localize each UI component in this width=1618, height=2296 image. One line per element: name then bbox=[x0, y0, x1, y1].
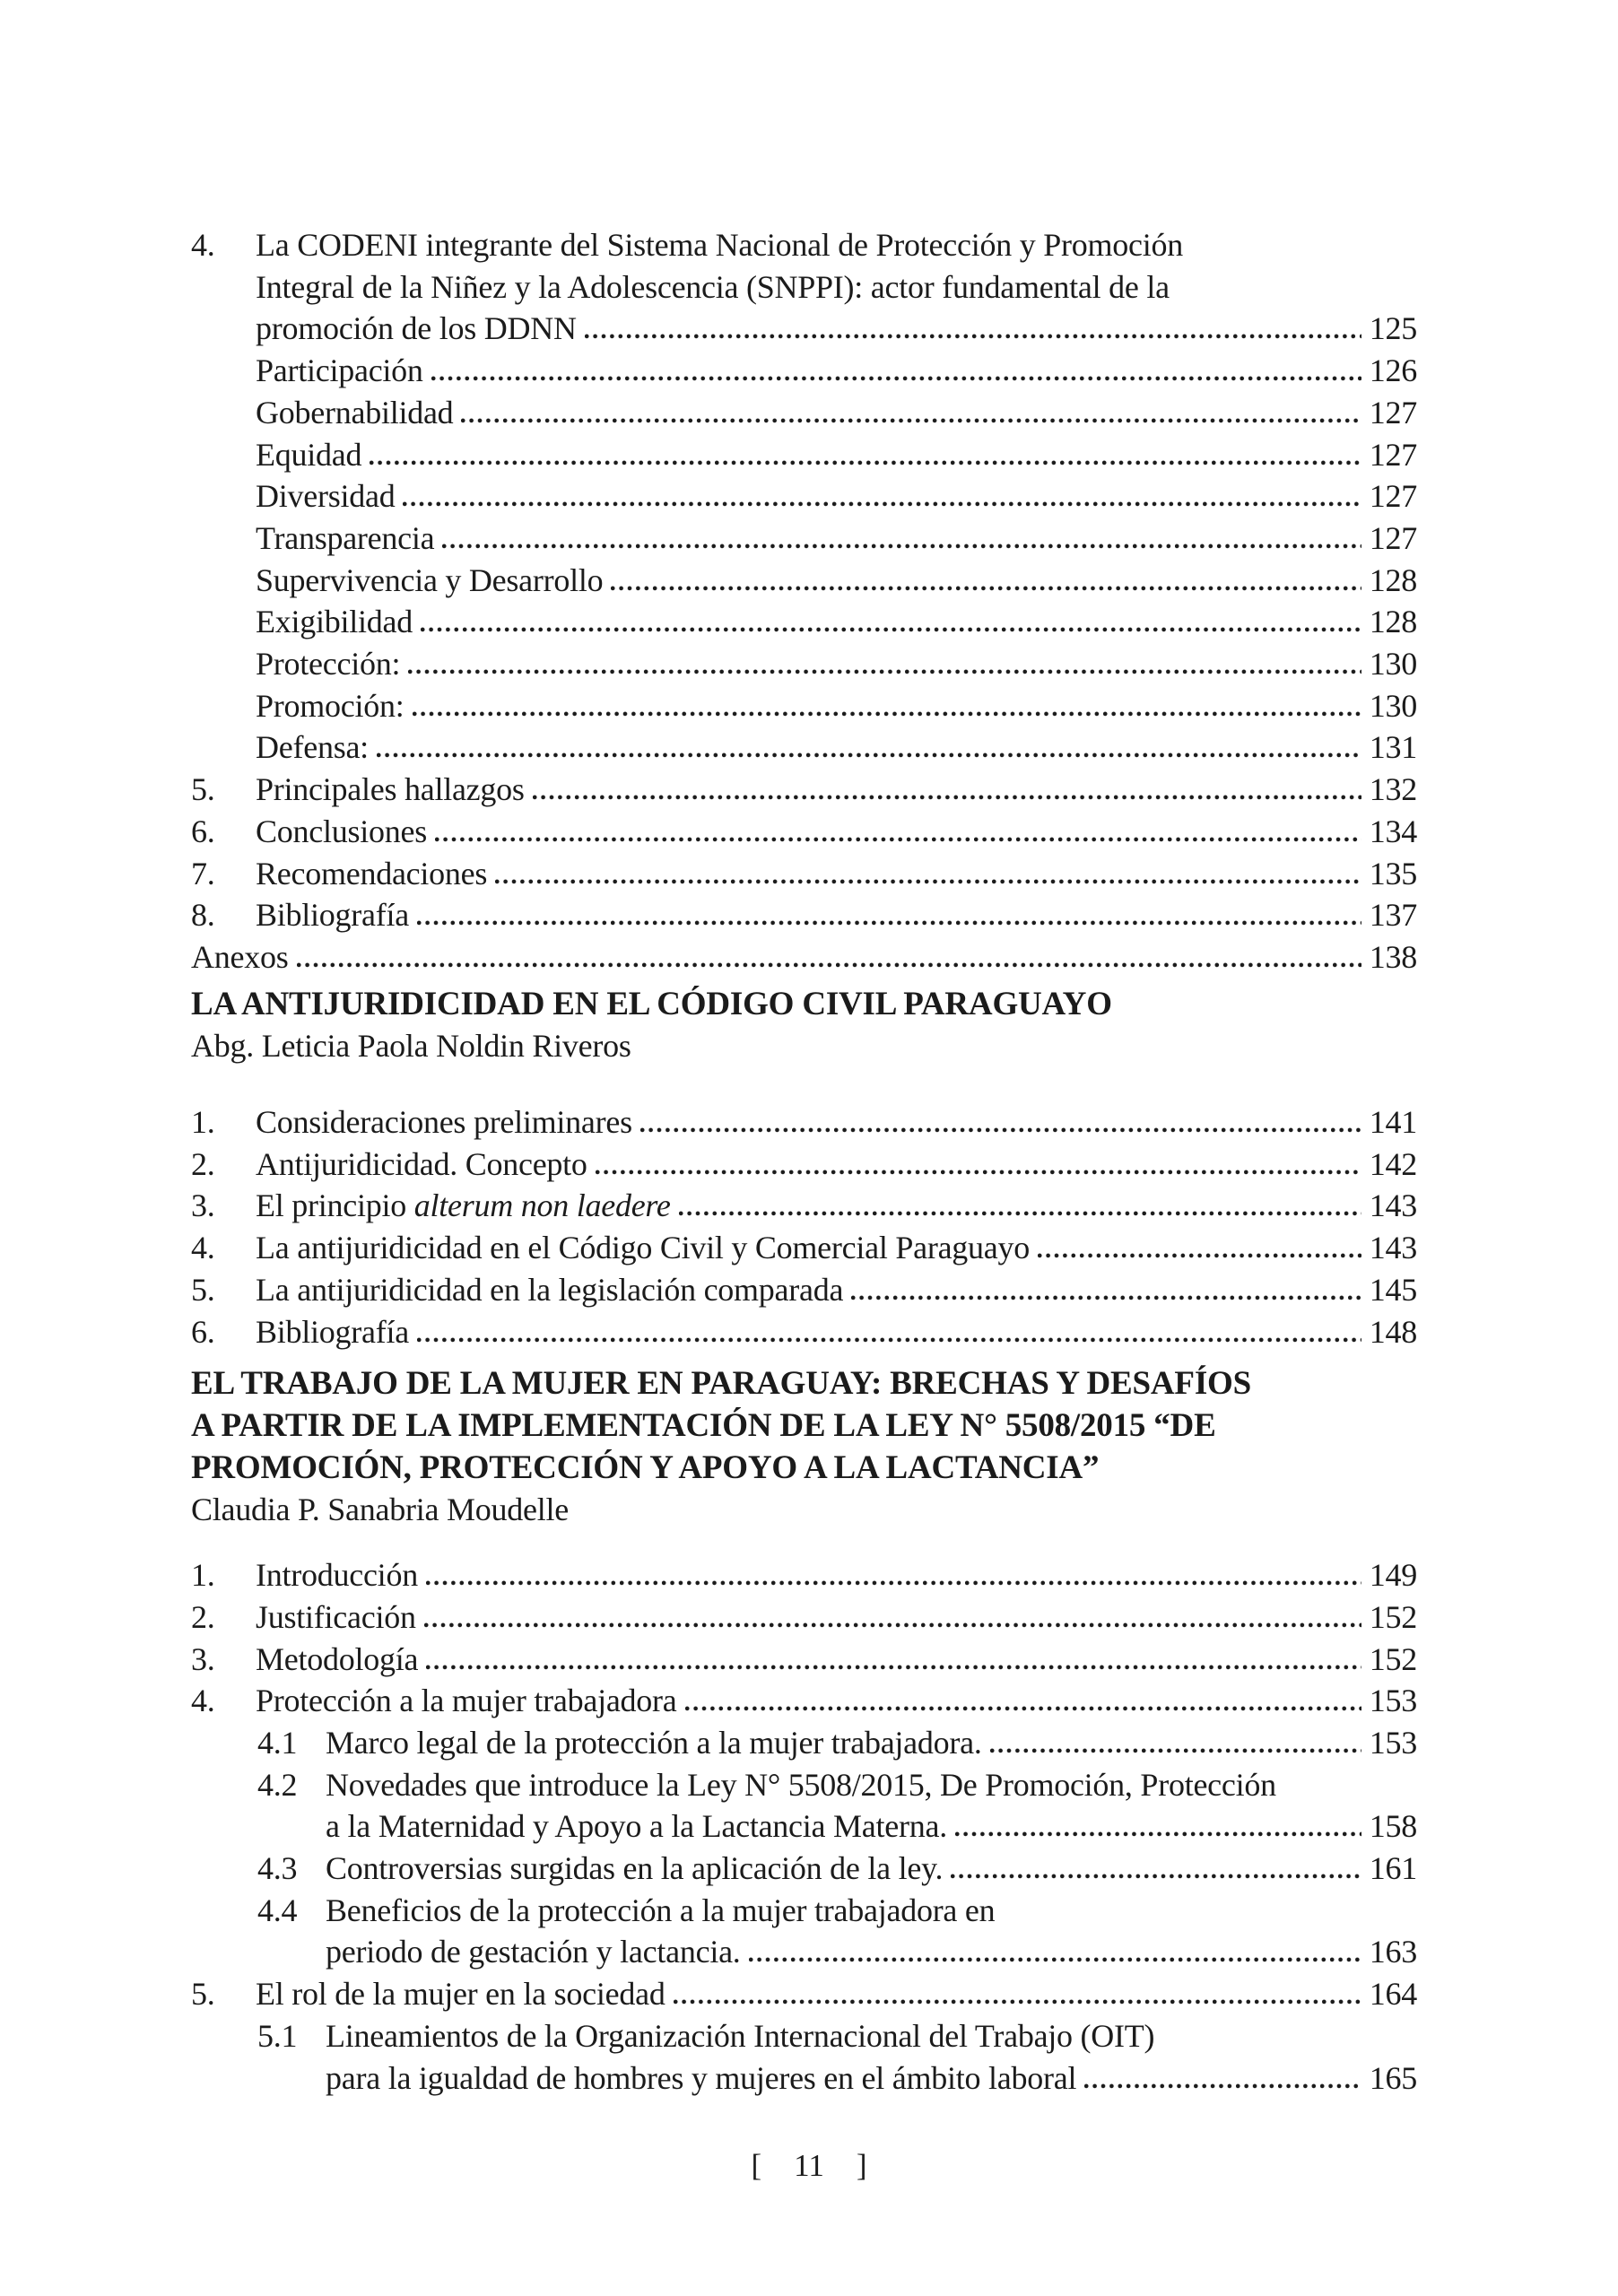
page-ref: 142 bbox=[1369, 1145, 1417, 1182]
toc-entry bbox=[191, 1639, 1417, 1681]
toc-entry bbox=[191, 894, 1417, 936]
toc-entry bbox=[191, 936, 1417, 978]
entry-marker bbox=[191, 350, 256, 392]
page-ref: 152 bbox=[1369, 1598, 1417, 1635]
entry-body bbox=[256, 685, 1417, 727]
entry-body bbox=[256, 392, 1417, 434]
entry-text: promoción de los DDNN bbox=[256, 310, 577, 347]
toc-entry bbox=[257, 1722, 1417, 1764]
entry-line bbox=[256, 224, 1417, 266]
entry-body bbox=[256, 1269, 1417, 1311]
entry-line bbox=[256, 1185, 1417, 1227]
page-footer bbox=[0, 2145, 1618, 2187]
dot-leader bbox=[370, 460, 1361, 465]
entry-body bbox=[326, 1764, 1417, 1848]
toc-entry bbox=[191, 1554, 1417, 1596]
dot-leader bbox=[679, 1211, 1361, 1216]
section-author: Abg. Leticia Paola Noldin Riveros bbox=[191, 1028, 631, 1065]
entry-text-part: El principio bbox=[256, 1187, 414, 1224]
page-ref: 134 bbox=[1369, 813, 1417, 849]
dot-leader bbox=[426, 1580, 1361, 1586]
toc-entry bbox=[257, 1848, 1417, 1890]
entry-marker: 2. bbox=[191, 1145, 215, 1182]
footer-close-bracket: ] bbox=[856, 2148, 867, 2183]
page-ref: 149 bbox=[1369, 1557, 1417, 1594]
toc-entry bbox=[191, 1269, 1417, 1311]
page-ref: 127 bbox=[1369, 394, 1417, 430]
entry-line bbox=[256, 769, 1417, 811]
entry-body bbox=[256, 1101, 1417, 1144]
page-ref: 165 bbox=[1369, 2059, 1417, 2096]
page-number: 11 bbox=[794, 2148, 824, 2183]
entry-body bbox=[256, 1973, 1417, 2015]
entry-marker: 3. bbox=[191, 1640, 215, 1677]
entry-text: Consideraciones preliminares bbox=[256, 1104, 632, 1141]
page-ref: 127 bbox=[1369, 436, 1417, 473]
toc-entry bbox=[191, 726, 1417, 769]
entry-line bbox=[256, 1680, 1417, 1722]
toc-entry bbox=[191, 1973, 1417, 2015]
toc-entry bbox=[191, 1227, 1417, 1269]
page-ref: 161 bbox=[1369, 1850, 1417, 1887]
entry-text: Defensa: bbox=[256, 729, 369, 766]
section-heading: LA ANTIJURIDICIDAD EN EL CÓDIGO CIVIL PARAGUAYO bbox=[191, 985, 1112, 1022]
toc-entry bbox=[257, 2015, 1417, 2099]
entry-marker: 1. bbox=[191, 1557, 215, 1594]
entry-body bbox=[256, 1144, 1417, 1186]
page-ref: 127 bbox=[1369, 519, 1417, 556]
dot-leader bbox=[611, 586, 1361, 591]
toc-entry bbox=[191, 434, 1417, 476]
entry-marker: 4.1 bbox=[257, 1724, 298, 1761]
entry-body bbox=[256, 1185, 1417, 1227]
toc-entry bbox=[191, 1311, 1417, 1353]
entry-body bbox=[191, 936, 1417, 978]
entry-text: Conclusiones bbox=[256, 813, 427, 849]
entry-body bbox=[256, 811, 1417, 853]
entry-text: Bibliografía bbox=[256, 1313, 409, 1350]
toc-entry bbox=[257, 1764, 1417, 1848]
dot-leader bbox=[951, 1874, 1361, 1879]
entry-text: periodo de gestación y lactancia. bbox=[326, 1934, 741, 1970]
entry-marker: 5. bbox=[191, 1271, 215, 1308]
entry-marker: 5. bbox=[191, 771, 215, 808]
page-ref: 163 bbox=[1369, 1934, 1417, 1970]
entry-marker: 6. bbox=[191, 813, 215, 849]
entry-marker: 4.2 bbox=[257, 1766, 298, 1803]
page-ref: 141 bbox=[1369, 1104, 1417, 1141]
toc-entry bbox=[191, 1185, 1417, 1227]
entry-text: Antijuridicidad. Concepto bbox=[256, 1145, 587, 1182]
entry-line bbox=[256, 811, 1417, 853]
entry-marker: 5.1 bbox=[257, 2017, 298, 2054]
toc-entry bbox=[191, 392, 1417, 434]
entry-body bbox=[256, 643, 1417, 685]
page-ref: 127 bbox=[1369, 478, 1417, 515]
page-ref: 152 bbox=[1369, 1640, 1417, 1677]
entry-marker bbox=[191, 392, 256, 434]
dot-leader bbox=[424, 1622, 1361, 1628]
entry-text: La antijuridicidad en la legislación comparada bbox=[256, 1271, 844, 1308]
page-ref: 138 bbox=[1369, 938, 1417, 975]
entry-text: Protección: bbox=[256, 646, 401, 683]
toc-entry bbox=[191, 1101, 1417, 1144]
entry-line bbox=[256, 601, 1417, 643]
entry-body bbox=[256, 1639, 1417, 1681]
entry-text: El rol de la mujer en la sociedad bbox=[256, 1976, 665, 2013]
entry-line bbox=[326, 1805, 1417, 1848]
entry-body bbox=[326, 1848, 1417, 1890]
entry-line bbox=[326, 1722, 1417, 1764]
toc-entry bbox=[191, 1680, 1417, 1722]
page-ref: 128 bbox=[1369, 561, 1417, 598]
dot-leader bbox=[426, 1665, 1361, 1670]
dot-leader bbox=[990, 1748, 1361, 1753]
entry-body bbox=[256, 1227, 1417, 1269]
entry-text: Controversias surgidas en la aplicación de la ley. bbox=[326, 1850, 944, 1887]
entry-body bbox=[256, 1554, 1417, 1596]
entry-text: Participación bbox=[256, 352, 423, 389]
dot-leader bbox=[685, 1706, 1361, 1711]
dot-leader bbox=[749, 1957, 1361, 1962]
toc-section bbox=[191, 1363, 1417, 2099]
entry-line bbox=[256, 1554, 1417, 1596]
entry-body bbox=[256, 224, 1417, 350]
entry-text: Metodología bbox=[256, 1640, 419, 1677]
dot-leader bbox=[640, 1127, 1361, 1133]
dot-leader bbox=[297, 962, 1361, 968]
dot-leader bbox=[851, 1295, 1361, 1300]
entry-text: para la igualdad de hombres y mujeres en el ámbito laboral bbox=[326, 2059, 1077, 2096]
entry-text: Principales hallazgos bbox=[256, 771, 525, 808]
entry-marker: 4. bbox=[191, 1683, 215, 1719]
entry-line bbox=[256, 434, 1417, 476]
entry-text: Transparencia bbox=[256, 519, 435, 556]
page-ref: 131 bbox=[1369, 729, 1417, 766]
dot-leader bbox=[461, 418, 1361, 423]
entry-marker bbox=[191, 560, 256, 602]
entry-body bbox=[256, 894, 1417, 936]
entry-text: Diversidad bbox=[256, 478, 396, 515]
section-heading: PROMOCIÓN, PROTECCIÓN Y APOYO A LA LACTANCIA” bbox=[191, 1448, 1100, 1486]
page-ref: 128 bbox=[1369, 604, 1417, 640]
entry-marker: 3. bbox=[191, 1187, 215, 1224]
toc-entry bbox=[191, 769, 1417, 811]
dot-leader bbox=[596, 1170, 1361, 1175]
toc-entry bbox=[191, 560, 1417, 602]
entry-body bbox=[256, 350, 1417, 392]
page-ref: 148 bbox=[1369, 1313, 1417, 1350]
entry-text: Exigibilidad bbox=[256, 604, 413, 640]
entry-body bbox=[326, 1890, 1417, 1973]
entry-line bbox=[326, 2015, 1417, 2057]
page-ref: 137 bbox=[1369, 897, 1417, 934]
entry-marker: 5. bbox=[191, 1976, 215, 2013]
toc-entry bbox=[191, 224, 1417, 350]
dot-leader bbox=[421, 627, 1361, 632]
entry-body bbox=[256, 517, 1417, 560]
entry-line bbox=[256, 308, 1417, 350]
entry-text: Promoción: bbox=[256, 687, 404, 724]
entry-body bbox=[326, 1722, 1417, 1764]
dot-leader bbox=[408, 669, 1361, 674]
entry-marker: 4.3 bbox=[257, 1850, 298, 1887]
dot-leader bbox=[674, 1999, 1361, 2005]
toc-entry bbox=[191, 475, 1417, 517]
entry-marker bbox=[191, 601, 256, 643]
toc-entry bbox=[191, 811, 1417, 853]
entry-line bbox=[326, 1764, 1417, 1806]
entry-text: Protección a la mujer trabajadora bbox=[256, 1683, 677, 1719]
entry-line bbox=[256, 350, 1417, 392]
page-ref: 130 bbox=[1369, 687, 1417, 724]
entry-line bbox=[256, 266, 1417, 309]
dot-leader bbox=[417, 1337, 1361, 1343]
entry-body bbox=[256, 1311, 1417, 1353]
entry-body bbox=[256, 434, 1417, 476]
entry-marker bbox=[191, 475, 256, 517]
entry-text: a la Maternidad y Apoyo a la Lactancia Materna. bbox=[326, 1808, 947, 1845]
toc-entry bbox=[191, 643, 1417, 685]
footer-open-bracket: [ bbox=[751, 2148, 762, 2183]
dot-leader bbox=[955, 1831, 1361, 1837]
entry-marker: 4. bbox=[191, 1230, 215, 1266]
entry-body bbox=[256, 1596, 1417, 1639]
page-ref: 126 bbox=[1369, 352, 1417, 389]
entry-line bbox=[256, 1639, 1417, 1681]
dot-leader bbox=[1038, 1253, 1361, 1258]
entry-marker: 2. bbox=[191, 1598, 215, 1635]
dot-leader bbox=[417, 920, 1361, 926]
dot-leader bbox=[413, 711, 1361, 717]
entry-body bbox=[256, 769, 1417, 811]
entry-text: Bibliografía bbox=[256, 897, 409, 934]
entry-line bbox=[326, 1848, 1417, 1890]
toc-section bbox=[191, 224, 1417, 978]
entry-text: Gobernabilidad bbox=[256, 394, 454, 430]
entry-line bbox=[256, 517, 1417, 560]
entry-line bbox=[256, 726, 1417, 769]
toc-entry bbox=[191, 685, 1417, 727]
entry-line bbox=[256, 853, 1417, 895]
dot-leader bbox=[442, 544, 1361, 549]
entry-marker: 7. bbox=[191, 855, 215, 891]
entry-line bbox=[256, 685, 1417, 727]
toc-entry bbox=[257, 1890, 1417, 1973]
page-ref: 143 bbox=[1369, 1187, 1417, 1224]
page-ref: 153 bbox=[1369, 1683, 1417, 1719]
entry-line bbox=[256, 1101, 1417, 1144]
page-ref: 132 bbox=[1369, 771, 1417, 808]
page-ref: 158 bbox=[1369, 1808, 1417, 1845]
entry-text: Justificación bbox=[256, 1598, 416, 1635]
dot-leader bbox=[435, 837, 1361, 842]
entry-line bbox=[256, 1144, 1417, 1186]
entry-line bbox=[256, 1973, 1417, 2015]
page-ref: 130 bbox=[1369, 646, 1417, 683]
entry-line bbox=[326, 1890, 1417, 1932]
entry-line bbox=[256, 1311, 1417, 1353]
entry-body bbox=[256, 1680, 1417, 1722]
entry-text-italic: alterum non laedere bbox=[413, 1187, 671, 1224]
entry-line bbox=[256, 1596, 1417, 1639]
page-ref: 125 bbox=[1369, 310, 1417, 347]
entry-body bbox=[326, 2015, 1417, 2099]
dot-leader bbox=[585, 334, 1361, 339]
table-of-contents bbox=[191, 224, 1417, 2099]
entry-marker: 4. bbox=[191, 227, 215, 263]
toc-entry bbox=[191, 350, 1417, 392]
entry-body bbox=[256, 560, 1417, 602]
entry-line bbox=[256, 643, 1417, 685]
dot-leader bbox=[377, 752, 1361, 758]
entry-text: Introducción bbox=[256, 1557, 418, 1594]
entry-marker: 6. bbox=[191, 1313, 215, 1350]
dot-leader bbox=[495, 879, 1361, 884]
entry-marker bbox=[191, 434, 256, 476]
entry-line bbox=[191, 936, 1417, 978]
entry-marker bbox=[191, 517, 256, 560]
entry-text bbox=[256, 1185, 671, 1227]
entry-text: Marco legal de la protección a la mujer trabajadora. bbox=[326, 1724, 982, 1761]
entry-line bbox=[256, 392, 1417, 434]
entry-body bbox=[256, 475, 1417, 517]
page-ref: 135 bbox=[1369, 855, 1417, 891]
toc-entry bbox=[191, 853, 1417, 895]
toc-entry bbox=[191, 1144, 1417, 1186]
page-ref: 145 bbox=[1369, 1271, 1417, 1308]
entry-line bbox=[256, 1227, 1417, 1269]
section-author: Claudia P. Sanabria Moudelle bbox=[191, 1492, 569, 1528]
entry-marker: 4.4 bbox=[257, 1892, 298, 1928]
entry-text: La CODENI integrante del Sistema Nacional de Protección y Promoción bbox=[256, 227, 1183, 263]
entry-marker bbox=[191, 685, 256, 727]
page-ref: 164 bbox=[1369, 1976, 1417, 2013]
toc-entry bbox=[191, 517, 1417, 560]
dot-leader bbox=[533, 795, 1361, 800]
toc-section bbox=[191, 984, 1417, 1353]
dot-leader bbox=[403, 501, 1361, 507]
entry-text: Novedades que introduce la Ley N° 5508/2015, De Promoción, Protección bbox=[326, 1766, 1276, 1803]
entry-text: Lineamientos de la Organización Internacional del Trabajo (OIT) bbox=[326, 2017, 1155, 2054]
entry-line bbox=[256, 475, 1417, 517]
entry-text: Beneficios de la protección a la mujer trabajadora en bbox=[326, 1892, 996, 1928]
entry-marker: 1. bbox=[191, 1104, 215, 1141]
page-ref: 153 bbox=[1369, 1724, 1417, 1761]
toc-entry bbox=[191, 1596, 1417, 1639]
entry-line bbox=[256, 1269, 1417, 1311]
entry-marker bbox=[191, 726, 256, 769]
page-ref: 143 bbox=[1369, 1230, 1417, 1266]
entry-marker: 8. bbox=[191, 897, 215, 934]
entry-line bbox=[256, 894, 1417, 936]
toc-entry bbox=[191, 601, 1417, 643]
entry-text: La antijuridicidad en el Código Civil y Comercial Paraguayo bbox=[256, 1230, 1031, 1266]
dot-leader bbox=[431, 376, 1361, 381]
entry-line bbox=[256, 560, 1417, 602]
entry-text: Anexos bbox=[191, 938, 289, 975]
entry-text: Equidad bbox=[256, 436, 362, 473]
entry-text: Integral de la Niñez y la Adolescencia (SNPPI): actor fundamental de la bbox=[256, 268, 1170, 305]
entry-text: Supervivencia y Desarrollo bbox=[256, 561, 604, 598]
entry-text: Recomendaciones bbox=[256, 855, 488, 891]
entry-marker bbox=[191, 643, 256, 685]
entry-body bbox=[256, 853, 1417, 895]
section-heading: EL TRABAJO DE LA MUJER EN PARAGUAY: BRECHAS Y DESAFÍOS bbox=[191, 1365, 1251, 1403]
entry-line bbox=[326, 2057, 1417, 2100]
dot-leader bbox=[1084, 2083, 1361, 2089]
section-heading: A PARTIR DE LA IMPLEMENTACIÓN DE LA LEY N° 5508/2015 “DE bbox=[191, 1406, 1216, 1444]
entry-body bbox=[256, 601, 1417, 643]
entry-line bbox=[326, 1931, 1417, 1973]
entry-body bbox=[256, 726, 1417, 769]
